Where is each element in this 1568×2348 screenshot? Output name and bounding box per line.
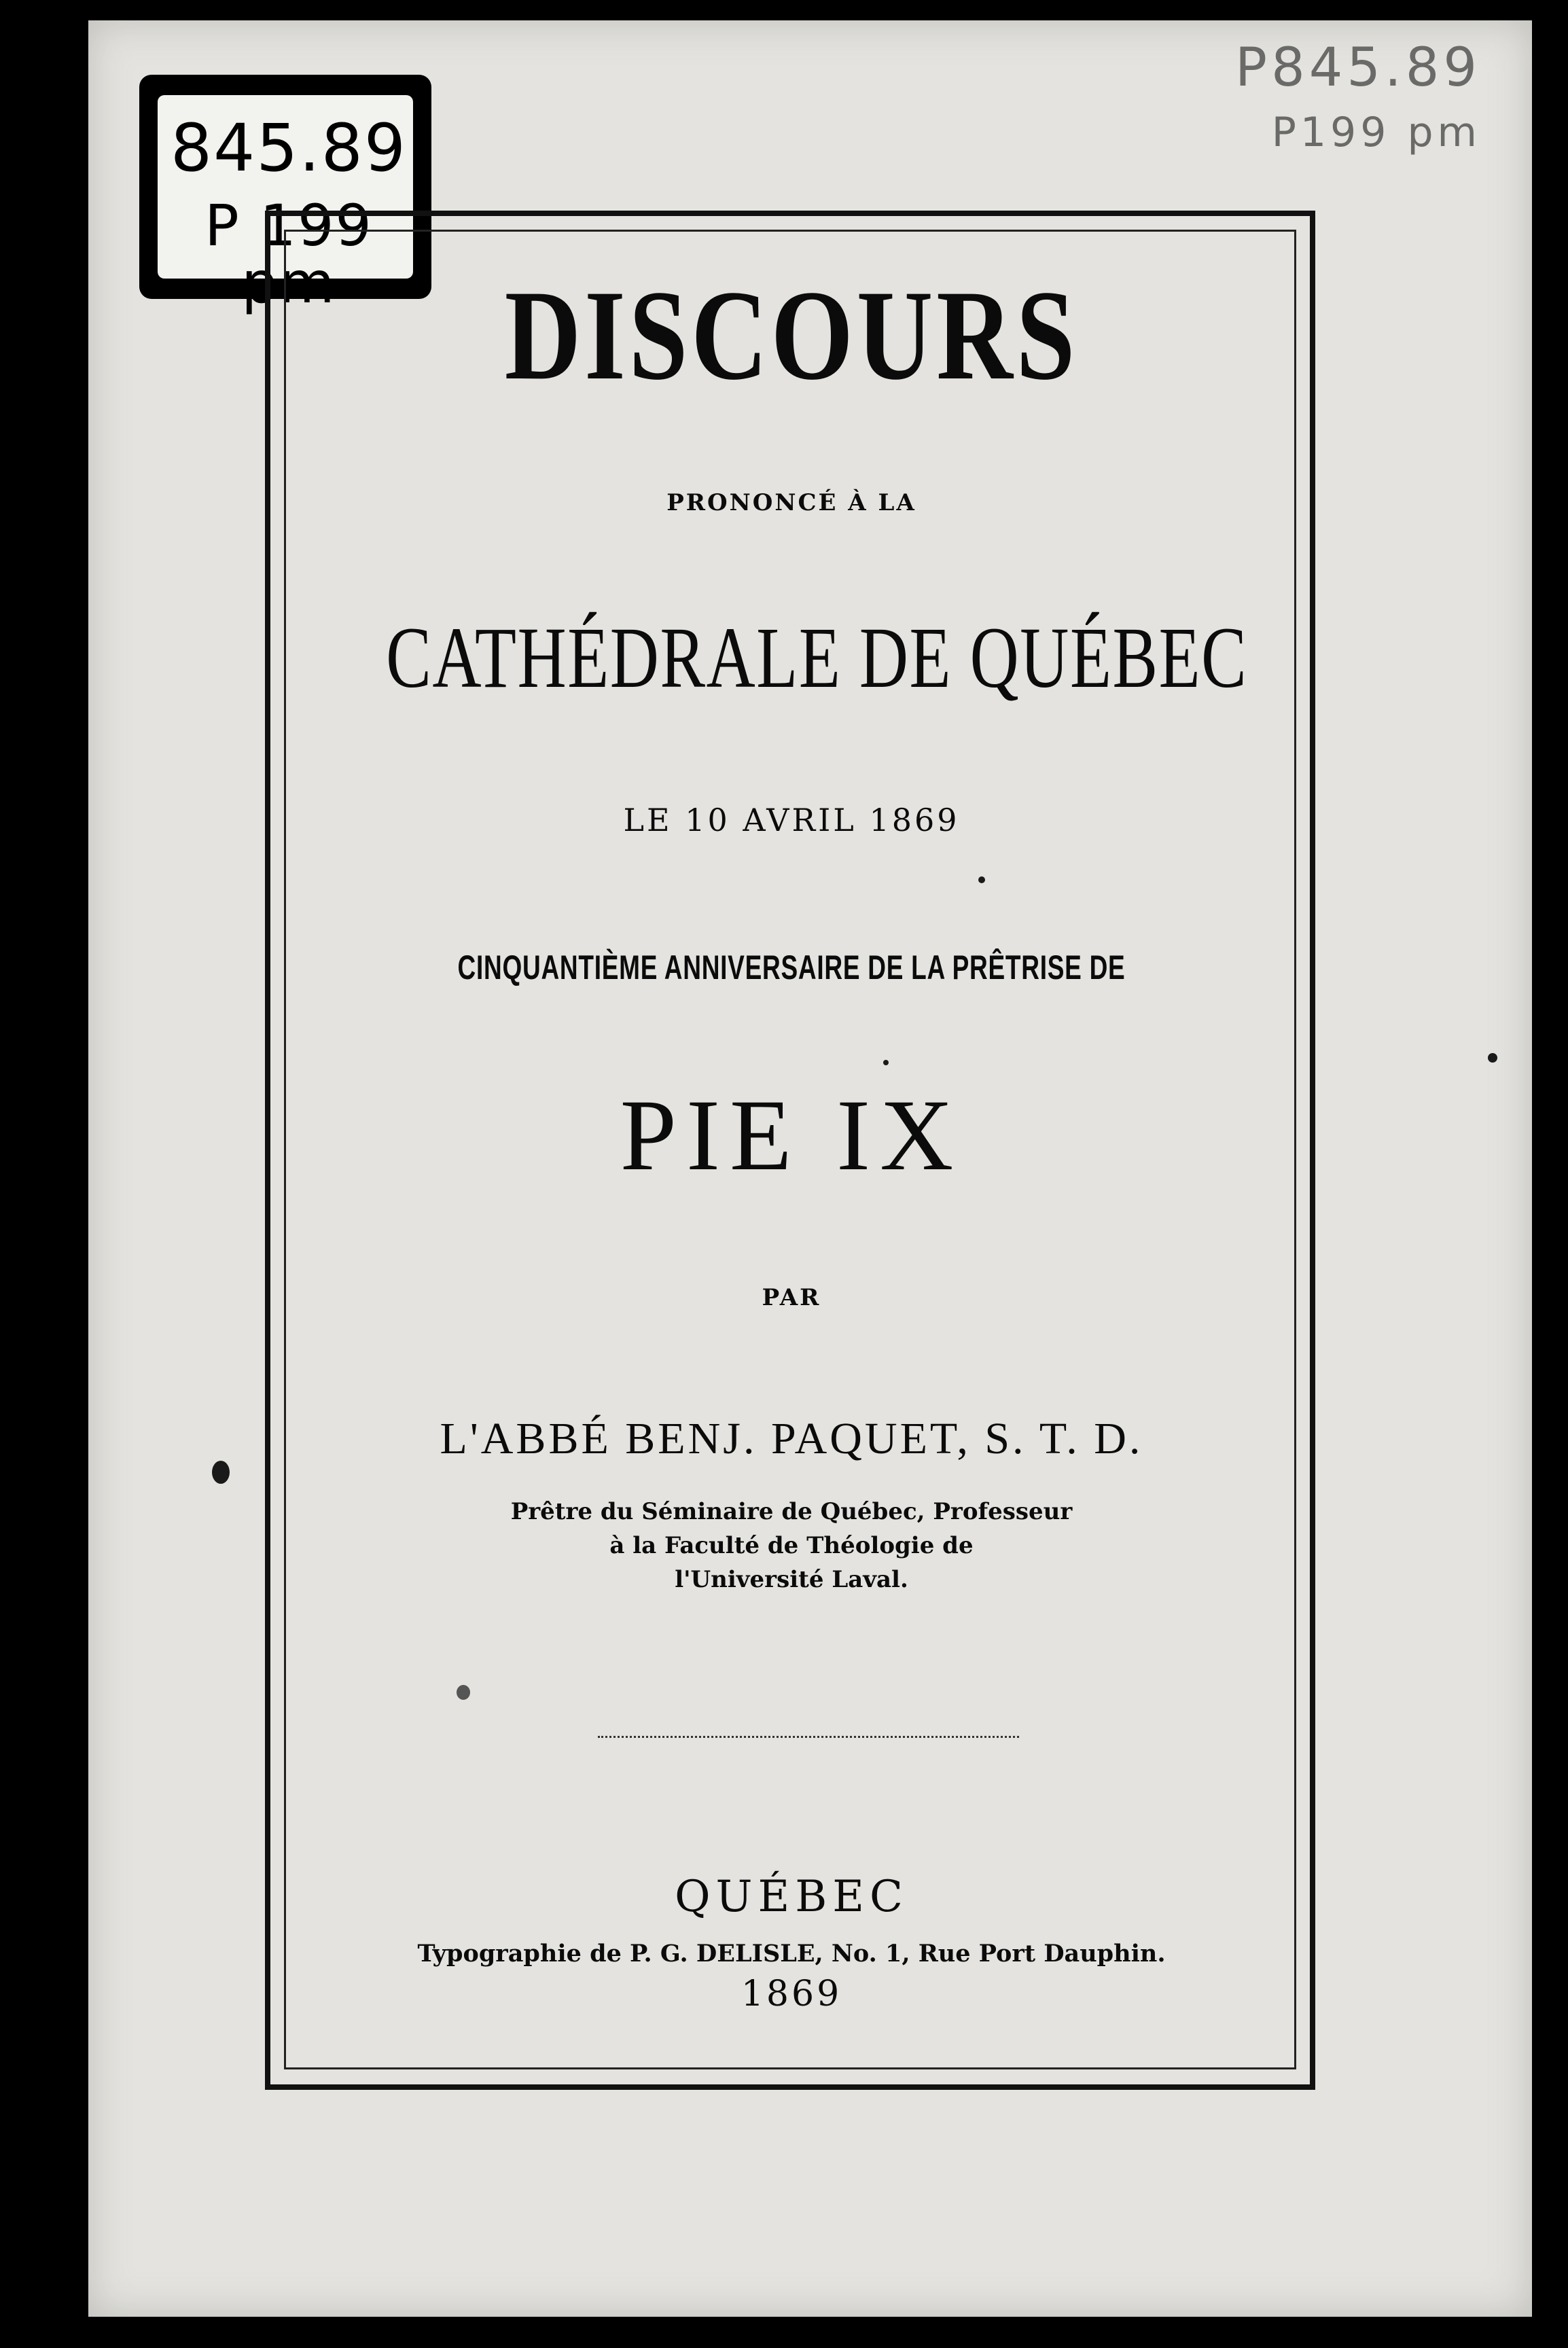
date-line: LE 10 AVRIL 1869 [623,802,960,838]
place-heading: CATHÉDRALE DE QUÉBEC [386,609,1248,706]
author-affiliation-line: à la Faculté de Théologie de [609,1532,974,1559]
author-name: L'ABBÉ BENJ. PAQUET, S. T. D. [440,1414,1143,1463]
pencil-call-number: P845.89 [1235,37,1481,99]
occasion-line: CINQUANTIÈME ANNIVERSAIRE DE LA PRÊTRISE DE [457,948,1126,986]
imprint-printer: Typographie de P. G. DELISLE, No. 1, Rue Port Dauphin. [417,1940,1166,1968]
ink-spot [1488,1053,1497,1063]
label-call-suffix: P 199 pm [204,192,373,316]
imprint-year: 1869 [741,1974,842,2014]
author-affiliation-line: l'Université Laval. [675,1566,908,1593]
subtitle-prononce: PRONONCÉ À LA [666,489,916,516]
document-title: DISCOURS [504,264,1079,407]
pencil-call-number-2: P199 pm [1271,109,1481,156]
ink-spot [212,1461,230,1484]
subject-heading: PIE IX [620,1079,963,1192]
label-call-number: 845.89 [171,110,407,186]
author-affiliation-line: Prêtre du Séminaire de Québec, Professeur [510,1498,1073,1525]
by-label: PAR [762,1284,821,1311]
dotted-divider [598,1736,1019,1738]
imprint-city: QUÉBEC [675,1872,908,1922]
